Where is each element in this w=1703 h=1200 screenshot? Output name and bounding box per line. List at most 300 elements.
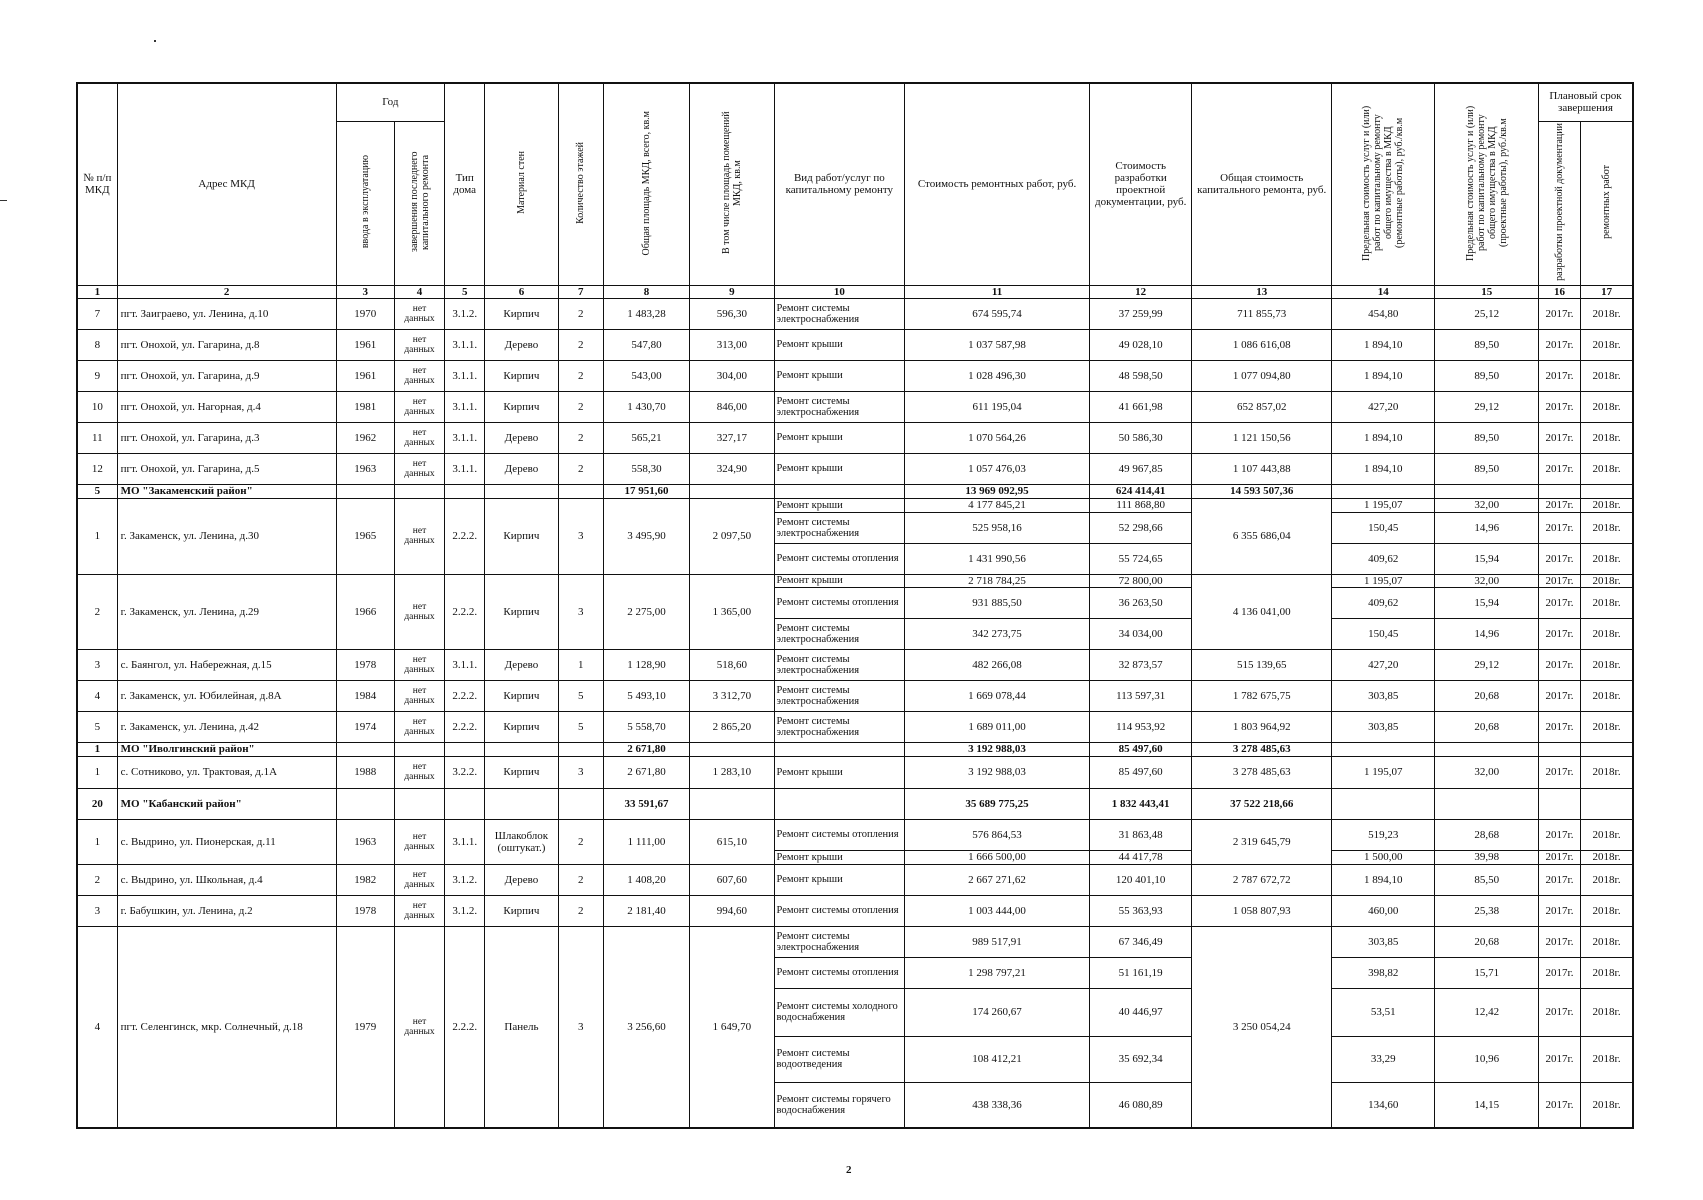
limit-design-cell: 20,68 <box>1435 711 1538 742</box>
total-cost-cell: 4 136 041,00 <box>1192 574 1332 649</box>
column-number: 13 <box>1192 285 1332 298</box>
table-row <box>77 864 1633 895</box>
floors-cell: 2 <box>558 895 603 926</box>
design-cost-cell: 1 832 443,41 <box>1089 788 1191 819</box>
address-cell: пгт. Онохой, ул. Гагарина, д.3 <box>117 422 336 453</box>
limit-repair-cell: 33,29 <box>1332 1036 1435 1082</box>
year-last-repair-cell: нет данных <box>394 298 444 329</box>
premises-area-cell: 324,90 <box>690 453 774 484</box>
wall-material-cell: Кирпич <box>485 498 558 574</box>
deadline-repair-cell: 2018г. <box>1581 756 1633 788</box>
work-type-cell: Ремонт системы горячего водоснабжения <box>774 1082 905 1128</box>
page-number: 2 <box>846 1164 852 1176</box>
work-type-cell: Ремонт системы электроснабжения <box>774 680 905 711</box>
header-num: № п/п МКД <box>77 83 117 285</box>
empty-cell <box>1581 788 1633 819</box>
empty-cell <box>1435 484 1538 498</box>
floors-cell: 2 <box>558 360 603 391</box>
deadline-design-cell: 2017г. <box>1538 618 1580 649</box>
wall-material-cell: Кирпич <box>485 711 558 742</box>
work-type-cell: Ремонт системы отопления <box>774 957 905 988</box>
table-row <box>77 711 1633 742</box>
limit-repair-cell: 427,20 <box>1332 649 1435 680</box>
premises-area-cell: 615,10 <box>690 819 774 864</box>
deadline-design-cell: 2017г. <box>1538 391 1580 422</box>
year-commission-cell: 1982 <box>336 864 394 895</box>
total-area-cell: 565,21 <box>603 422 689 453</box>
work-type-cell: Ремонт крыши <box>774 453 905 484</box>
work-type-cell: Ремонт системы отопления <box>774 543 905 574</box>
limit-design-cell: 85,50 <box>1435 864 1538 895</box>
limit-design-cell: 32,00 <box>1435 574 1538 587</box>
deadline-design-cell: 2017г. <box>1538 360 1580 391</box>
wall-material-cell: Кирпич <box>485 756 558 788</box>
total-area-cell: 5 493,10 <box>603 680 689 711</box>
empty-cell <box>774 788 905 819</box>
work-type-cell: Ремонт крыши <box>774 850 905 864</box>
house-type-cell: 2.2.2. <box>445 680 485 711</box>
address-cell: пгт. Онохой, ул. Гагарина, д.5 <box>117 453 336 484</box>
empty-cell <box>690 788 774 819</box>
repair-cost-cell: 3 192 988,03 <box>905 742 1090 756</box>
deadline-design-cell: 2017г. <box>1538 1082 1580 1128</box>
row-number: 11 <box>77 422 117 453</box>
row-number: 20 <box>77 788 117 819</box>
repair-cost-cell: 1 666 500,00 <box>905 850 1090 864</box>
column-number: 2 <box>117 285 336 298</box>
limit-repair-cell: 53,51 <box>1332 988 1435 1036</box>
table-row <box>77 329 1633 360</box>
repair-cost-cell: 1 037 587,98 <box>905 329 1090 360</box>
deadline-repair-cell: 2018г. <box>1581 512 1633 543</box>
total-cost-cell: 652 857,02 <box>1192 391 1332 422</box>
repair-register-table <box>76 82 1634 1129</box>
table-row <box>77 574 1633 587</box>
work-type-cell: Ремонт системы электроснабжения <box>774 512 905 543</box>
deadline-repair-cell: 2018г. <box>1581 453 1633 484</box>
empty-cell <box>445 788 485 819</box>
repair-cost-cell: 108 412,21 <box>905 1036 1090 1082</box>
wall-material-cell: Дерево <box>485 422 558 453</box>
design-cost-cell: 44 417,78 <box>1089 850 1191 864</box>
row-number: 8 <box>77 329 117 360</box>
row-number: 10 <box>77 391 117 422</box>
scan-dot <box>154 40 156 42</box>
deadline-repair-cell: 2018г. <box>1581 329 1633 360</box>
empty-cell <box>1435 742 1538 756</box>
deadline-repair-cell: 2018г. <box>1581 819 1633 850</box>
repair-cost-cell: 611 195,04 <box>905 391 1090 422</box>
empty-cell <box>1581 484 1633 498</box>
year-last-repair-cell: нет данных <box>394 819 444 864</box>
limit-design-cell: 89,50 <box>1435 329 1538 360</box>
limit-design-cell: 20,68 <box>1435 926 1538 957</box>
design-cost-cell: 40 446,97 <box>1089 988 1191 1036</box>
empty-cell <box>1332 742 1435 756</box>
header-limit-design: Предельная стоимость услуг и (или) работ по капитальному ремонту общего имущества в МКД (проектные работы), руб./кв.м <box>1435 83 1538 285</box>
total-area-cell: 2 275,00 <box>603 574 689 649</box>
address-cell: пгт. Селенгинск, мкр. Солнечный, д.18 <box>117 926 336 1128</box>
year-commission-cell: 1966 <box>336 574 394 649</box>
limit-repair-cell: 1 894,10 <box>1332 864 1435 895</box>
limit-design-cell: 15,71 <box>1435 957 1538 988</box>
work-type-cell: Ремонт системы отопления <box>774 587 905 618</box>
premises-area-cell: 2 865,20 <box>690 711 774 742</box>
limit-design-cell: 32,00 <box>1435 756 1538 788</box>
total-area-cell: 2 671,80 <box>603 756 689 788</box>
column-number: 7 <box>558 285 603 298</box>
repair-register-table-wrapper <box>76 82 1634 1129</box>
deadline-design-cell: 2017г. <box>1538 298 1580 329</box>
premises-area-cell: 327,17 <box>690 422 774 453</box>
limit-design-cell: 12,42 <box>1435 988 1538 1036</box>
deadline-repair-cell: 2018г. <box>1581 957 1633 988</box>
limit-repair-cell: 1 195,07 <box>1332 574 1435 587</box>
house-type-cell: 3.1.1. <box>445 391 485 422</box>
deadline-repair-cell: 2018г. <box>1581 422 1633 453</box>
header-address: Адрес МКД <box>117 83 336 285</box>
repair-cost-cell: 931 885,50 <box>905 587 1090 618</box>
deadline-repair-cell: 2018г. <box>1581 543 1633 574</box>
deadline-repair-cell: 2018г. <box>1581 895 1633 926</box>
total-cost-cell: 3 278 485,63 <box>1192 742 1332 756</box>
house-type-cell: 3.1.1. <box>445 453 485 484</box>
house-type-cell: 2.2.2. <box>445 574 485 649</box>
floors-cell: 3 <box>558 574 603 649</box>
municipality-name: МО "Закаменский район" <box>117 484 336 498</box>
total-cost-cell: 3 250 054,24 <box>1192 926 1332 1128</box>
header-floors: Количество этажей <box>558 83 603 285</box>
total-area-cell: 2 671,80 <box>603 742 689 756</box>
column-number: 15 <box>1435 285 1538 298</box>
design-cost-cell: 114 953,92 <box>1089 711 1191 742</box>
repair-cost-cell: 35 689 775,25 <box>905 788 1090 819</box>
header-wall-material: Материал стен <box>485 83 558 285</box>
wall-material-cell: Кирпич <box>485 360 558 391</box>
work-type-cell: Ремонт системы электроснабжения <box>774 711 905 742</box>
total-cost-cell: 1 803 964,92 <box>1192 711 1332 742</box>
design-cost-cell: 31 863,48 <box>1089 819 1191 850</box>
premises-area-cell: 607,60 <box>690 864 774 895</box>
design-cost-cell: 37 259,99 <box>1089 298 1191 329</box>
floors-cell: 2 <box>558 864 603 895</box>
deadline-design-cell: 2017г. <box>1538 680 1580 711</box>
column-number: 10 <box>774 285 905 298</box>
premises-area-cell: 1 365,00 <box>690 574 774 649</box>
work-type-cell: Ремонт системы отопления <box>774 895 905 926</box>
row-number: 5 <box>77 484 117 498</box>
table-row <box>77 360 1633 391</box>
wall-material-cell: Шлакоблок (оштукат.) <box>485 819 558 864</box>
deadline-design-cell: 2017г. <box>1538 864 1580 895</box>
limit-design-cell: 89,50 <box>1435 453 1538 484</box>
floors-cell: 2 <box>558 422 603 453</box>
limit-repair-cell: 409,62 <box>1332 587 1435 618</box>
column-number: 8 <box>603 285 689 298</box>
design-cost-cell: 55 363,93 <box>1089 895 1191 926</box>
wall-material-cell: Дерево <box>485 864 558 895</box>
repair-cost-cell: 1 298 797,21 <box>905 957 1090 988</box>
work-type-cell: Ремонт системы электроснабжения <box>774 298 905 329</box>
header-deadline-repair: ремонтных работ <box>1581 121 1633 285</box>
wall-material-cell: Панель <box>485 926 558 1128</box>
municipality-row <box>77 742 1633 756</box>
year-last-repair-cell: нет данных <box>394 680 444 711</box>
repair-cost-cell: 438 338,36 <box>905 1082 1090 1128</box>
header-planned-deadline: Плановый срок завершения <box>1538 83 1633 121</box>
deadline-design-cell: 2017г. <box>1538 329 1580 360</box>
premises-area-cell: 1 649,70 <box>690 926 774 1128</box>
empty-cell <box>394 788 444 819</box>
column-number: 16 <box>1538 285 1580 298</box>
empty-cell <box>774 742 905 756</box>
table-row <box>77 756 1633 788</box>
row-number: 3 <box>77 895 117 926</box>
repair-cost-cell: 3 192 988,03 <box>905 756 1090 788</box>
repair-cost-cell: 174 260,67 <box>905 988 1090 1036</box>
table-row <box>77 895 1633 926</box>
deadline-design-cell: 2017г. <box>1538 587 1580 618</box>
work-type-cell: Ремонт системы электроснабжения <box>774 391 905 422</box>
year-last-repair-cell: нет данных <box>394 453 444 484</box>
deadline-design-cell: 2017г. <box>1538 498 1580 512</box>
premises-area-cell: 3 312,70 <box>690 680 774 711</box>
work-type-cell: Ремонт системы электроснабжения <box>774 618 905 649</box>
limit-repair-cell: 460,00 <box>1332 895 1435 926</box>
deadline-design-cell: 2017г. <box>1538 1036 1580 1082</box>
total-cost-cell: 6 355 686,04 <box>1192 498 1332 574</box>
floors-cell: 5 <box>558 680 603 711</box>
row-number: 1 <box>77 498 117 574</box>
repair-cost-cell: 674 595,74 <box>905 298 1090 329</box>
limit-repair-cell: 1 500,00 <box>1332 850 1435 864</box>
year-commission-cell: 1979 <box>336 926 394 1128</box>
column-number: 14 <box>1332 285 1435 298</box>
limit-repair-cell: 150,45 <box>1332 618 1435 649</box>
limit-repair-cell: 303,85 <box>1332 680 1435 711</box>
table-header <box>77 83 1633 298</box>
repair-cost-cell: 1 028 496,30 <box>905 360 1090 391</box>
header-design-cost: Стоимость разработки проектной документации, руб. <box>1089 83 1191 285</box>
repair-cost-cell: 525 958,16 <box>905 512 1090 543</box>
total-area-cell: 1 430,70 <box>603 391 689 422</box>
premises-area-cell: 518,60 <box>690 649 774 680</box>
row-number: 3 <box>77 649 117 680</box>
house-type-cell: 3.1.1. <box>445 649 485 680</box>
address-cell: с. Баянгол, ул. Набережная, д.15 <box>117 649 336 680</box>
deadline-design-cell: 2017г. <box>1538 453 1580 484</box>
row-number: 1 <box>77 819 117 864</box>
empty-cell <box>774 484 905 498</box>
table-row <box>77 422 1633 453</box>
wall-material-cell: Дерево <box>485 649 558 680</box>
work-type-cell: Ремонт крыши <box>774 422 905 453</box>
total-area-cell: 1 483,28 <box>603 298 689 329</box>
limit-repair-cell: 1 894,10 <box>1332 360 1435 391</box>
column-number: 17 <box>1581 285 1633 298</box>
deadline-repair-cell: 2018г. <box>1581 587 1633 618</box>
repair-cost-cell: 482 266,08 <box>905 649 1090 680</box>
total-cost-cell: 1 077 094,80 <box>1192 360 1332 391</box>
limit-design-cell: 15,94 <box>1435 587 1538 618</box>
limit-repair-cell: 303,85 <box>1332 926 1435 957</box>
total-area-cell: 1 111,00 <box>603 819 689 864</box>
year-commission-cell: 1974 <box>336 711 394 742</box>
address-cell: пгт. Онохой, ул. Гагарина, д.8 <box>117 329 336 360</box>
deadline-repair-cell: 2018г. <box>1581 649 1633 680</box>
municipality-row <box>77 484 1633 498</box>
year-commission-cell: 1961 <box>336 329 394 360</box>
header-year-last-repair: завершения последнего капитального ремонта <box>394 121 444 285</box>
design-cost-cell: 49 967,85 <box>1089 453 1191 484</box>
header-total-cost: Общая стоимость капитального ремонта, руб. <box>1192 83 1332 285</box>
address-cell: пгт. Онохой, ул. Гагарина, д.9 <box>117 360 336 391</box>
limit-design-cell: 39,98 <box>1435 850 1538 864</box>
design-cost-cell: 35 692,34 <box>1089 1036 1191 1082</box>
premises-area-cell: 1 283,10 <box>690 756 774 788</box>
floors-cell: 3 <box>558 498 603 574</box>
house-type-cell: 2.2.2. <box>445 498 485 574</box>
empty-cell <box>485 788 558 819</box>
empty-cell <box>445 484 485 498</box>
floors-cell: 2 <box>558 329 603 360</box>
year-commission-cell: 1978 <box>336 649 394 680</box>
design-cost-cell: 85 497,60 <box>1089 756 1191 788</box>
year-last-repair-cell: нет данных <box>394 711 444 742</box>
year-commission-cell: 1962 <box>336 422 394 453</box>
work-type-cell: Ремонт крыши <box>774 756 905 788</box>
header-year-commission: ввода в эксплуатацию <box>336 121 394 285</box>
total-area-cell: 3 495,90 <box>603 498 689 574</box>
deadline-design-cell: 2017г. <box>1538 756 1580 788</box>
repair-cost-cell: 1 057 476,03 <box>905 453 1090 484</box>
empty-cell <box>558 742 603 756</box>
row-number: 4 <box>77 926 117 1128</box>
repair-cost-cell: 4 177 845,21 <box>905 498 1090 512</box>
year-last-repair-cell: нет данных <box>394 498 444 574</box>
table-row <box>77 649 1633 680</box>
premises-area-cell: 313,00 <box>690 329 774 360</box>
year-commission-cell: 1970 <box>336 298 394 329</box>
year-last-repair-cell: нет данных <box>394 422 444 453</box>
limit-design-cell: 25,38 <box>1435 895 1538 926</box>
floors-cell: 2 <box>558 298 603 329</box>
total-area-cell: 543,00 <box>603 360 689 391</box>
wall-material-cell: Дерево <box>485 329 558 360</box>
limit-design-cell: 28,68 <box>1435 819 1538 850</box>
address-cell: пгт. Заиграево, ул. Ленина, д.10 <box>117 298 336 329</box>
total-area-cell: 33 591,67 <box>603 788 689 819</box>
limit-repair-cell: 1 894,10 <box>1332 329 1435 360</box>
design-cost-cell: 34 034,00 <box>1089 618 1191 649</box>
limit-design-cell: 89,50 <box>1435 422 1538 453</box>
total-area-cell: 558,30 <box>603 453 689 484</box>
table-row <box>77 680 1633 711</box>
deadline-design-cell: 2017г. <box>1538 711 1580 742</box>
premises-area-cell: 596,30 <box>690 298 774 329</box>
total-area-cell: 547,80 <box>603 329 689 360</box>
header-limit-repair: Предельная стоимость услуг и (или) работ по капитальному ремонту общего имущества в МКД (ремонтные работы), руб./кв.м <box>1332 83 1435 285</box>
row-number: 2 <box>77 864 117 895</box>
deadline-design-cell: 2017г. <box>1538 895 1580 926</box>
work-type-cell: Ремонт системы холодного водоснабжения <box>774 988 905 1036</box>
limit-repair-cell: 1 195,07 <box>1332 756 1435 788</box>
design-cost-cell: 32 873,57 <box>1089 649 1191 680</box>
deadline-design-cell: 2017г. <box>1538 422 1580 453</box>
design-cost-cell: 85 497,60 <box>1089 742 1191 756</box>
repair-cost-cell: 989 517,91 <box>905 926 1090 957</box>
empty-cell <box>336 484 394 498</box>
column-number: 5 <box>445 285 485 298</box>
deadline-design-cell: 2017г. <box>1538 926 1580 957</box>
address-cell: г. Закаменск, ул. Ленина, д.30 <box>117 498 336 574</box>
municipality-name: МО "Иволгинский район" <box>117 742 336 756</box>
empty-cell <box>485 742 558 756</box>
header-total-area: Общая площадь МКД, всего, кв.м <box>603 83 689 285</box>
deadline-repair-cell: 2018г. <box>1581 360 1633 391</box>
year-last-repair-cell: нет данных <box>394 864 444 895</box>
scan-edge-mark <box>0 200 7 201</box>
empty-cell <box>1538 788 1580 819</box>
house-type-cell: 3.1.2. <box>445 298 485 329</box>
total-cost-cell: 515 139,65 <box>1192 649 1332 680</box>
deadline-repair-cell: 2018г. <box>1581 850 1633 864</box>
design-cost-cell: 51 161,19 <box>1089 957 1191 988</box>
deadline-repair-cell: 2018г. <box>1581 864 1633 895</box>
deadline-repair-cell: 2018г. <box>1581 498 1633 512</box>
deadline-repair-cell: 2018г. <box>1581 711 1633 742</box>
design-cost-cell: 624 414,41 <box>1089 484 1191 498</box>
floors-cell: 2 <box>558 819 603 864</box>
row-number: 7 <box>77 298 117 329</box>
floors-cell: 2 <box>558 453 603 484</box>
wall-material-cell: Дерево <box>485 453 558 484</box>
year-last-repair-cell: нет данных <box>394 329 444 360</box>
row-number: 1 <box>77 742 117 756</box>
municipality-name: МО "Кабанский район" <box>117 788 336 819</box>
design-cost-cell: 48 598,50 <box>1089 360 1191 391</box>
house-type-cell: 3.1.1. <box>445 329 485 360</box>
floors-cell: 2 <box>558 391 603 422</box>
design-cost-cell: 49 028,10 <box>1089 329 1191 360</box>
deadline-repair-cell: 2018г. <box>1581 618 1633 649</box>
year-commission-cell: 1963 <box>336 453 394 484</box>
limit-design-cell: 14,15 <box>1435 1082 1538 1128</box>
address-cell: г. Закаменск, ул. Юбилейная, д.8А <box>117 680 336 711</box>
deadline-design-cell: 2017г. <box>1538 649 1580 680</box>
column-number: 9 <box>690 285 774 298</box>
limit-repair-cell: 409,62 <box>1332 543 1435 574</box>
year-commission-cell: 1984 <box>336 680 394 711</box>
limit-design-cell: 25,12 <box>1435 298 1538 329</box>
house-type-cell: 3.1.2. <box>445 864 485 895</box>
work-type-cell: Ремонт системы водоотведения <box>774 1036 905 1082</box>
limit-design-cell: 29,12 <box>1435 391 1538 422</box>
work-type-cell: Ремонт системы электроснабжения <box>774 649 905 680</box>
repair-cost-cell: 576 864,53 <box>905 819 1090 850</box>
empty-cell <box>1581 742 1633 756</box>
empty-cell <box>485 484 558 498</box>
total-area-cell: 1 128,90 <box>603 649 689 680</box>
column-number: 1 <box>77 285 117 298</box>
header-premises-area: В том числе площадь помещений МКД, кв.м <box>690 83 774 285</box>
column-number: 6 <box>485 285 558 298</box>
table-row <box>77 453 1633 484</box>
wall-material-cell: Кирпич <box>485 391 558 422</box>
empty-cell <box>1538 484 1580 498</box>
empty-cell <box>336 788 394 819</box>
total-cost-cell: 37 522 218,66 <box>1192 788 1332 819</box>
